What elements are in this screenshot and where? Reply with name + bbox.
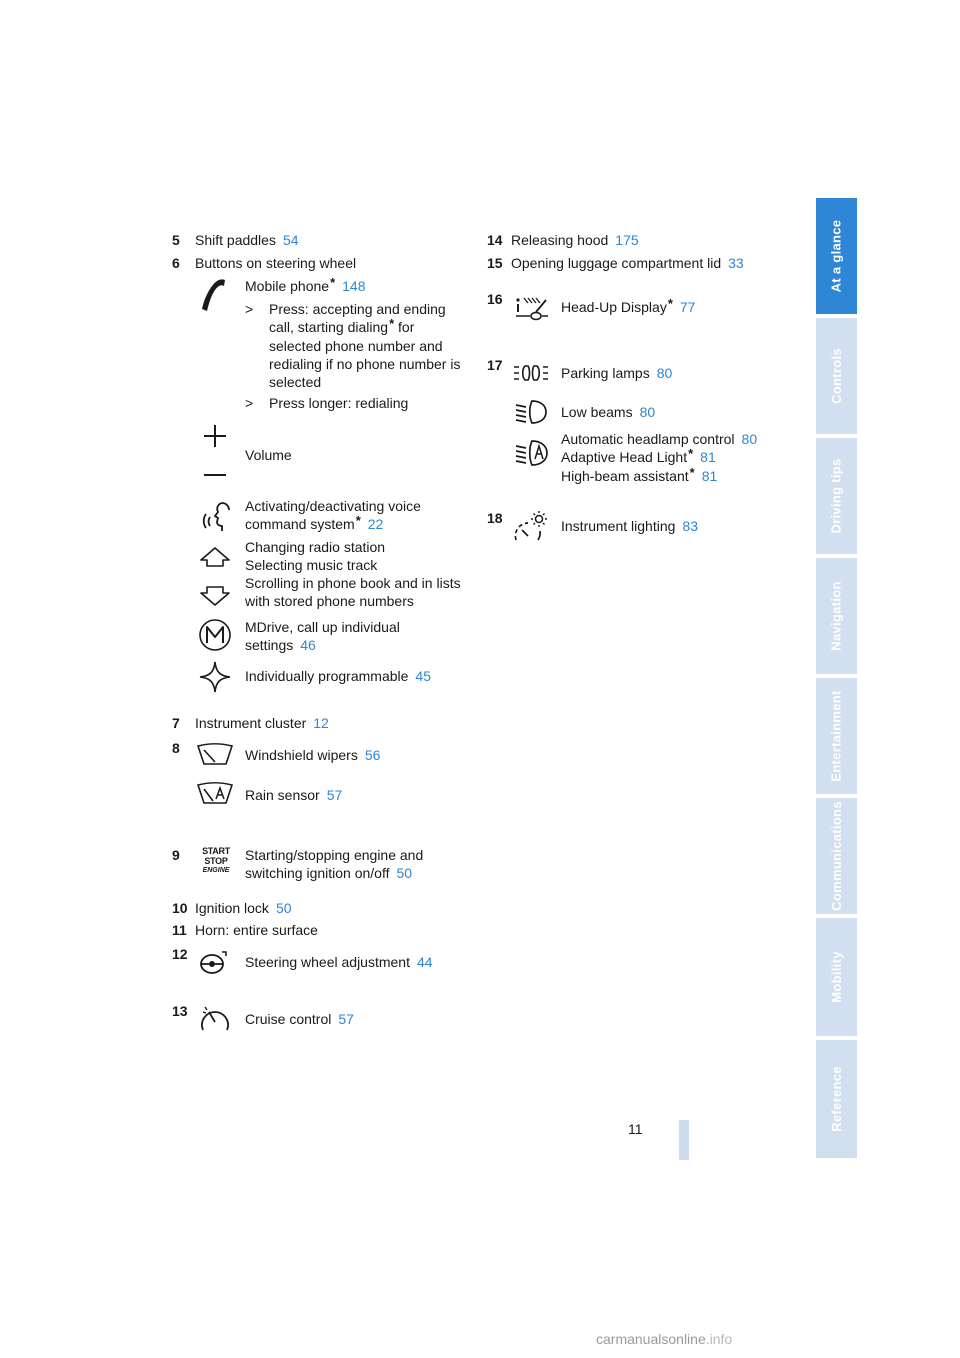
- voice-command-icon: [200, 500, 232, 534]
- low-beams-icon: [514, 399, 548, 425]
- wipers-text: Windshield wipers 56: [245, 747, 381, 763]
- wiper-icon: [196, 742, 234, 766]
- mdrive-icon: [198, 618, 232, 652]
- item-10-text: Ignition lock 50: [195, 900, 292, 916]
- page-ref-link[interactable]: 45: [415, 668, 431, 684]
- page-ref-link[interactable]: 46: [300, 637, 316, 653]
- page-ref-link[interactable]: 57: [326, 787, 343, 803]
- tab-entertainment[interactable]: Entertainment: [816, 678, 857, 794]
- item-7-text: Instrument cluster 12: [195, 715, 329, 731]
- page-ref-link[interactable]: 44: [417, 954, 433, 970]
- item-9: 9: [172, 847, 180, 863]
- item-12-text: Steering wheel adjustment 44: [245, 954, 433, 970]
- item-6: 6: [172, 255, 180, 271]
- tab-driving-tips[interactable]: Driving tips: [816, 438, 857, 554]
- page-ref-link[interactable]: 57: [338, 1011, 354, 1027]
- page-ref-link[interactable]: 50: [396, 865, 413, 881]
- phone-bullet-1: > Press: accepting and ending call, starting dialing* for selected phone number and redialing if no phone number is selected: [245, 301, 461, 390]
- page-ref-link[interactable]: 80: [656, 365, 673, 381]
- item-15: 15: [487, 255, 503, 271]
- parking-lamps-icon: [513, 364, 549, 382]
- volume-label: Volume: [245, 447, 292, 463]
- instrument-lighting-icon: [512, 510, 548, 544]
- mdrive-text: MDrive, call up individual settings 46: [245, 619, 400, 653]
- start-stop-icon: START STOP ENGINE: [202, 846, 230, 874]
- item-5-text: Shift paddles 54: [195, 232, 299, 248]
- item-6-text: Buttons on steering wheel: [195, 255, 357, 271]
- item-18: 18: [487, 510, 503, 526]
- page-ref-link[interactable]: 80: [639, 404, 656, 420]
- programmable-text: Individually programmable 45: [245, 668, 431, 684]
- page-ref-link[interactable]: 50: [275, 900, 292, 916]
- item-8: 8: [172, 740, 180, 756]
- item-17: 17: [487, 357, 503, 373]
- page-ref-link[interactable]: 81: [700, 449, 716, 465]
- steering-wheel-adjust-icon: [198, 949, 228, 977]
- item-12: 12: [172, 946, 188, 962]
- item-18-text: Instrument lighting 83: [561, 518, 698, 534]
- head-up-display-icon: [514, 294, 550, 322]
- page-ref-link[interactable]: 33: [728, 255, 744, 271]
- phone-bullet-2: > Press longer: redialing: [245, 395, 409, 411]
- tab-communications[interactable]: Communications: [816, 798, 857, 914]
- rain-sensor-icon: [196, 781, 234, 805]
- arrow-down-icon: [198, 585, 232, 607]
- auto-headlamp-icon: [514, 438, 550, 468]
- page-ref-link[interactable]: 12: [313, 715, 329, 731]
- tab-at-a-glance[interactable]: At a glance: [816, 198, 857, 314]
- item-16-text: Head-Up Display* 77: [561, 296, 696, 315]
- minus-icon: [202, 470, 228, 480]
- item-9-text: Starting/stopping engine and switching ignition on/off 50: [245, 847, 424, 881]
- programmable-star-icon: [198, 660, 232, 694]
- page-ref-link[interactable]: 54: [282, 232, 299, 248]
- parking-lamps-text: Parking lamps 80: [561, 365, 673, 381]
- arrow-up-icon: [198, 546, 232, 568]
- auto-headlamp-text: Automatic headlamp control 80 Adaptive Head Light* 81 High-beam assistant* 81: [561, 431, 758, 484]
- item-16: 16: [487, 291, 503, 307]
- page-ref-link[interactable]: 77: [679, 299, 696, 315]
- item-11: 11: [172, 922, 187, 938]
- plus-icon: [202, 423, 228, 449]
- tab-mobility[interactable]: Mobility: [816, 918, 857, 1036]
- page-ref-link[interactable]: 81: [701, 468, 718, 484]
- tab-controls[interactable]: Controls: [816, 318, 857, 434]
- tab-reference[interactable]: Reference: [816, 1040, 857, 1158]
- low-beams-text: Low beams 80: [561, 404, 656, 420]
- phone-label: Mobile phone* 148: [245, 275, 366, 294]
- page-number: 11: [628, 1121, 643, 1137]
- item-11-text: Horn: entire surface: [195, 922, 318, 938]
- item-14: 14: [487, 232, 503, 248]
- page-ref-link[interactable]: 148: [342, 278, 366, 294]
- page-ref-link[interactable]: 83: [682, 518, 698, 534]
- page-marker-bar: [679, 1120, 689, 1160]
- item-5: 5: [172, 232, 180, 248]
- page-ref-link[interactable]: 22: [367, 516, 384, 532]
- rain-sensor-text: Rain sensor 57: [245, 787, 343, 803]
- item-7: 7: [172, 715, 180, 731]
- phone-icon: [198, 276, 232, 314]
- item-13: 13: [172, 1003, 188, 1019]
- tab-navigation[interactable]: Navigation: [816, 558, 857, 674]
- item-14-text: Releasing hood 175: [511, 232, 639, 248]
- page-ref-link[interactable]: 56: [364, 747, 381, 763]
- item-10: 10: [172, 900, 188, 916]
- voice-text: Activating/deactivating voice command system* 22: [245, 498, 421, 532]
- item-13-text: Cruise control 57: [245, 1011, 354, 1027]
- page-ref-link[interactable]: 80: [741, 431, 758, 447]
- cruise-control-icon: [198, 1004, 232, 1034]
- watermark: carmanualsonline.info: [596, 1331, 733, 1347]
- item-15-text: Opening luggage compartment lid 33: [511, 255, 744, 271]
- page-ref-link[interactable]: 175: [615, 232, 639, 248]
- radio-text: Changing radio station Selecting music track Scrolling in phone book and in lists with stored phone numbers: [245, 539, 461, 609]
